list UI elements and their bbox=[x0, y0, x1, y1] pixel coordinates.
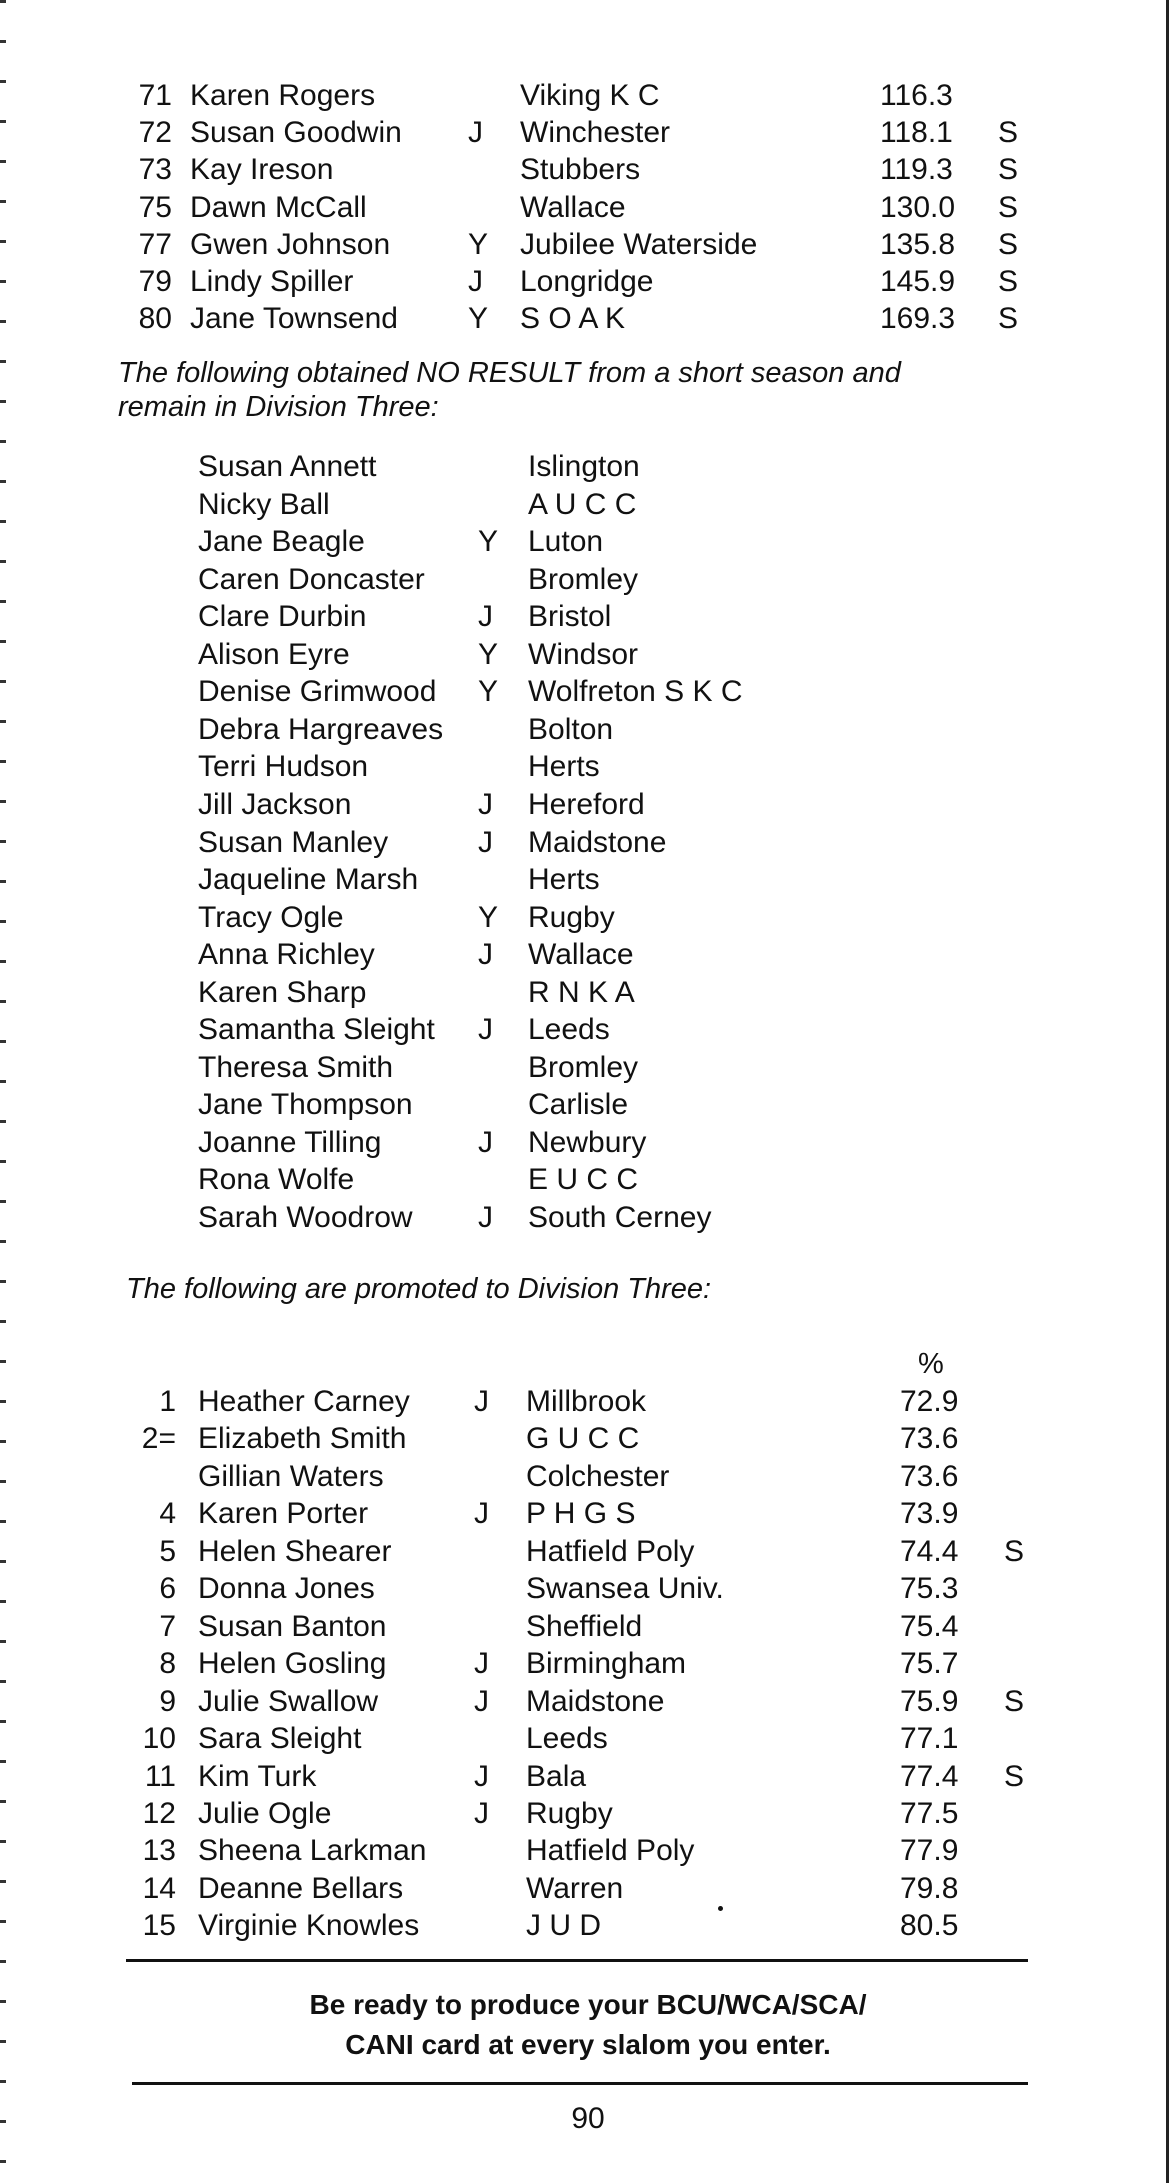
age-class: Y bbox=[468, 227, 489, 261]
score: 135.8 bbox=[880, 227, 956, 261]
rank: 14 bbox=[142, 1871, 176, 1905]
competitor-name: Donna Jones bbox=[198, 1572, 375, 1606]
club: Winchester bbox=[520, 116, 671, 150]
club: J U D bbox=[526, 1909, 601, 1943]
age-class: J bbox=[474, 1385, 489, 1418]
competitor-name: Deanne Bellars bbox=[198, 1871, 404, 1905]
competitor-name: Julie Ogle bbox=[198, 1796, 332, 1830]
score: 118.1 bbox=[880, 116, 953, 150]
score: 169.3 bbox=[880, 302, 956, 336]
score: 119.3 bbox=[880, 153, 953, 187]
club: Leeds bbox=[526, 1722, 608, 1756]
age-class: J bbox=[474, 1497, 489, 1531]
no-result-row bbox=[0, 561, 1176, 598]
rank: 79 bbox=[138, 265, 172, 298]
club: Warren bbox=[526, 1871, 624, 1905]
promoted-row bbox=[0, 1420, 1176, 1457]
club: Wallace bbox=[520, 190, 626, 224]
rank: 8 bbox=[159, 1647, 176, 1681]
score: 75.7 bbox=[900, 1647, 959, 1681]
promoted-row bbox=[0, 1720, 1176, 1757]
competitor-name: Karen Porter bbox=[198, 1497, 369, 1531]
rank: 7 bbox=[159, 1609, 176, 1643]
result-row bbox=[0, 151, 1176, 188]
club: Birmingham bbox=[526, 1647, 687, 1681]
competitor-name: Susan Annett bbox=[198, 450, 377, 483]
club: Bromley bbox=[528, 562, 639, 596]
no-result-row bbox=[0, 448, 1176, 485]
promoted-row bbox=[0, 1533, 1176, 1570]
competitor-name: Dawn McCall bbox=[190, 190, 367, 224]
competitor-name: Rona Wolfe bbox=[198, 1163, 355, 1197]
competitor-name: Karen Sharp bbox=[198, 975, 367, 1009]
status-mark: S bbox=[998, 302, 1019, 336]
club: Swansea Univ. bbox=[526, 1572, 724, 1606]
club: Longridge bbox=[520, 265, 654, 298]
competitor-name: Gillian Waters bbox=[198, 1459, 384, 1493]
promoted-row bbox=[0, 1758, 1176, 1795]
result-row bbox=[0, 114, 1176, 151]
score: 77.4 bbox=[900, 1759, 959, 1793]
club: Stubbers bbox=[520, 153, 641, 187]
club: Luton bbox=[528, 525, 604, 559]
status-mark: S bbox=[1004, 1684, 1025, 1718]
club: Jubilee Waterside bbox=[520, 227, 758, 261]
status-mark: S bbox=[998, 190, 1019, 224]
club: Sheffield bbox=[526, 1609, 643, 1643]
competitor-name: Susan Banton bbox=[198, 1609, 387, 1643]
no-result-row bbox=[0, 711, 1176, 748]
percent-header: % bbox=[918, 1348, 944, 1380]
club: Bromley bbox=[528, 1050, 639, 1084]
competitor-name: Helen Gosling bbox=[198, 1647, 387, 1681]
score: 75.9 bbox=[900, 1684, 959, 1718]
no-result-row bbox=[0, 636, 1176, 673]
no-result-row bbox=[0, 936, 1176, 973]
age-class: J bbox=[474, 1647, 489, 1681]
status-mark: S bbox=[998, 153, 1019, 187]
score: 77.1 bbox=[900, 1722, 959, 1756]
bottom-divider bbox=[132, 2082, 1028, 2085]
competitor-name: Joanne Tilling bbox=[198, 1125, 382, 1159]
promoted-row bbox=[0, 1495, 1176, 1532]
result-row bbox=[0, 263, 1176, 300]
no-result-row bbox=[0, 673, 1176, 710]
status-mark: S bbox=[998, 227, 1019, 261]
no-result-row bbox=[0, 598, 1176, 635]
club: Windsor bbox=[528, 637, 639, 671]
no-result-row bbox=[0, 786, 1176, 823]
promoted-row bbox=[0, 1458, 1176, 1495]
age-class: J bbox=[478, 1013, 493, 1047]
no-result-row bbox=[0, 824, 1176, 861]
age-class: J bbox=[478, 600, 493, 634]
competitor-name: Heather Carney bbox=[198, 1385, 410, 1418]
rank: 77 bbox=[138, 227, 172, 261]
club: Hatfield Poly bbox=[526, 1834, 695, 1868]
club: Wallace bbox=[528, 938, 634, 972]
age-class: Y bbox=[478, 675, 499, 709]
club: E U C C bbox=[528, 1163, 639, 1197]
club: Hereford bbox=[528, 787, 645, 821]
status-mark: S bbox=[1004, 1759, 1025, 1793]
age-class: J bbox=[478, 825, 493, 859]
competitor-name: Jane Townsend bbox=[190, 302, 398, 336]
competitor-name: Helen Shearer bbox=[198, 1534, 392, 1568]
no-result-row bbox=[0, 523, 1176, 560]
no-result-row bbox=[0, 1086, 1176, 1123]
rank: 75 bbox=[138, 190, 172, 224]
club: Rugby bbox=[526, 1796, 613, 1830]
promoted-row bbox=[0, 1608, 1176, 1645]
no-result-row bbox=[0, 486, 1176, 523]
rank: 12 bbox=[142, 1796, 176, 1830]
competitor-name: Anna Richley bbox=[198, 938, 375, 972]
rank: 5 bbox=[159, 1534, 176, 1568]
rank: 2= bbox=[141, 1422, 176, 1456]
no-result-row bbox=[0, 1049, 1176, 1086]
competitor-name: Alison Eyre bbox=[198, 637, 350, 671]
rank: 73 bbox=[138, 153, 172, 187]
club: Islington bbox=[528, 450, 640, 483]
age-class: J bbox=[474, 1796, 489, 1830]
club: Bristol bbox=[528, 600, 612, 634]
age-class: J bbox=[478, 787, 493, 821]
rank: 1 bbox=[159, 1385, 176, 1418]
result-row bbox=[0, 300, 1176, 337]
score: 77.5 bbox=[900, 1796, 959, 1830]
rank: 9 bbox=[159, 1684, 176, 1718]
score: 75.4 bbox=[900, 1609, 959, 1643]
stray-dot bbox=[718, 1906, 723, 1911]
status-mark: S bbox=[1004, 1534, 1025, 1568]
competitor-name: Nicky Ball bbox=[198, 487, 330, 521]
rank: 13 bbox=[142, 1834, 176, 1868]
competitor-name: Lindy Spiller bbox=[190, 265, 354, 298]
no-result-row bbox=[0, 974, 1176, 1011]
score: 130.0 bbox=[880, 190, 956, 224]
rank: 71 bbox=[138, 79, 172, 112]
promoted-row bbox=[0, 1645, 1176, 1682]
competitor-name: Kim Turk bbox=[198, 1759, 317, 1793]
notice-line2: CANI card at every slalom you enter. bbox=[345, 2029, 831, 2060]
club: Bala bbox=[526, 1759, 587, 1793]
rank: 80 bbox=[138, 302, 172, 336]
no-result-row bbox=[0, 1011, 1176, 1048]
promoted-row bbox=[0, 1795, 1176, 1832]
score: 73.9 bbox=[900, 1497, 959, 1531]
no-result-row bbox=[0, 1199, 1176, 1236]
score: 73.6 bbox=[900, 1459, 959, 1493]
club: South Cerney bbox=[528, 1201, 712, 1234]
rank: 6 bbox=[159, 1572, 176, 1606]
competitor-name: Virginie Knowles bbox=[198, 1909, 420, 1943]
promoted-row bbox=[0, 1832, 1176, 1869]
club: Colchester bbox=[526, 1459, 670, 1493]
rank: 72 bbox=[138, 116, 172, 150]
promoted-row bbox=[0, 1870, 1176, 1907]
competitor-name: Susan Manley bbox=[198, 825, 389, 859]
club: Viking K C bbox=[520, 79, 660, 112]
competitor-name: Jill Jackson bbox=[198, 787, 352, 821]
club: G U C C bbox=[526, 1422, 640, 1456]
competitor-name: Elizabeth Smith bbox=[198, 1422, 407, 1456]
age-class: Y bbox=[478, 900, 499, 934]
club: P H G S bbox=[526, 1497, 636, 1531]
score: 74.4 bbox=[900, 1534, 959, 1568]
no-result-row bbox=[0, 899, 1176, 936]
promoted-heading: The following are promoted to Division Three: bbox=[126, 1273, 712, 1305]
promoted-row bbox=[0, 1907, 1176, 1944]
club: Herts bbox=[528, 750, 600, 784]
no-result-heading-line1: The following obtained NO RESULT from a short season and bbox=[118, 357, 901, 389]
club: Newbury bbox=[528, 1125, 647, 1159]
club: Leeds bbox=[528, 1013, 610, 1047]
age-class: Y bbox=[478, 525, 499, 559]
promoted-row bbox=[0, 1570, 1176, 1607]
competitor-name: Sheena Larkman bbox=[198, 1834, 427, 1868]
competitor-name: Julie Swallow bbox=[198, 1684, 379, 1718]
no-result-row bbox=[0, 1124, 1176, 1161]
competitor-name: Sara Sleight bbox=[198, 1722, 362, 1756]
club: Maidstone bbox=[526, 1684, 665, 1718]
club: Carlisle bbox=[528, 1088, 629, 1122]
top-divider bbox=[126, 1959, 1028, 1962]
competitor-name: Terri Hudson bbox=[198, 750, 369, 784]
age-class: Y bbox=[478, 637, 499, 671]
club: Hatfield Poly bbox=[526, 1534, 695, 1568]
competitor-name: Samantha Sleight bbox=[198, 1013, 435, 1047]
promoted-row bbox=[0, 1683, 1176, 1720]
result-row bbox=[0, 226, 1176, 263]
rank: 10 bbox=[142, 1722, 176, 1756]
score: 116.3 bbox=[880, 79, 953, 112]
score: 145.9 bbox=[880, 265, 956, 298]
notice-line1: Be ready to produce your BCU/WCA/SCA/ bbox=[309, 1989, 867, 2020]
no-result-row bbox=[0, 748, 1176, 785]
age-class: Y bbox=[468, 302, 489, 336]
competitor-name: Denise Grimwood bbox=[198, 675, 437, 709]
club: Millbrook bbox=[526, 1385, 647, 1418]
no-result-row bbox=[0, 861, 1176, 898]
competitor-name: Jaqueline Marsh bbox=[198, 863, 419, 897]
age-class: J bbox=[478, 1201, 493, 1234]
club: Rugby bbox=[528, 900, 615, 934]
competitor-name: Theresa Smith bbox=[198, 1050, 394, 1084]
age-class: J bbox=[468, 116, 483, 150]
age-class: J bbox=[478, 938, 493, 972]
competitor-name: Jane Beagle bbox=[198, 525, 365, 559]
competitor-name: Susan Goodwin bbox=[190, 116, 402, 150]
rank: 15 bbox=[142, 1909, 176, 1943]
club: Maidstone bbox=[528, 825, 667, 859]
club: S O A K bbox=[520, 302, 626, 336]
rank: 11 bbox=[144, 1759, 176, 1793]
club: Bolton bbox=[528, 712, 614, 746]
competitor-name: Gwen Johnson bbox=[190, 227, 391, 261]
score: 73.6 bbox=[900, 1422, 959, 1456]
competitor-name: Sarah Woodrow bbox=[198, 1201, 413, 1234]
competitor-name: Clare Durbin bbox=[198, 600, 367, 634]
score: 79.8 bbox=[900, 1871, 959, 1905]
age-class: J bbox=[468, 265, 483, 298]
age-class: J bbox=[474, 1759, 489, 1793]
status-mark: S bbox=[998, 265, 1019, 298]
no-result-row bbox=[0, 1161, 1176, 1198]
competitor-name: Jane Thompson bbox=[198, 1088, 413, 1122]
competitor-name: Kay Ireson bbox=[190, 153, 334, 187]
competitor-name: Debra Hargreaves bbox=[198, 712, 444, 746]
competitor-name: Caren Doncaster bbox=[198, 562, 425, 596]
score: 77.9 bbox=[900, 1834, 959, 1868]
status-mark: S bbox=[998, 116, 1019, 150]
competitor-name: Karen Rogers bbox=[190, 79, 376, 112]
score: 72.9 bbox=[900, 1385, 959, 1418]
club: R N K A bbox=[528, 975, 635, 1009]
page-number: 90 bbox=[571, 2102, 605, 2135]
score: 80.5 bbox=[900, 1909, 959, 1943]
club: A U C C bbox=[528, 487, 637, 521]
club: Herts bbox=[528, 863, 600, 897]
rank: 4 bbox=[159, 1497, 176, 1531]
competitor-name: Tracy Ogle bbox=[198, 900, 344, 934]
promoted-row bbox=[0, 1383, 1176, 1420]
club: Wolfreton S K C bbox=[528, 675, 743, 709]
age-class: J bbox=[474, 1684, 489, 1718]
age-class: J bbox=[478, 1125, 493, 1159]
no-result-heading-line2: remain in Division Three: bbox=[118, 391, 439, 423]
score: 75.3 bbox=[900, 1572, 959, 1606]
result-row bbox=[0, 189, 1176, 226]
result-row bbox=[0, 77, 1176, 114]
